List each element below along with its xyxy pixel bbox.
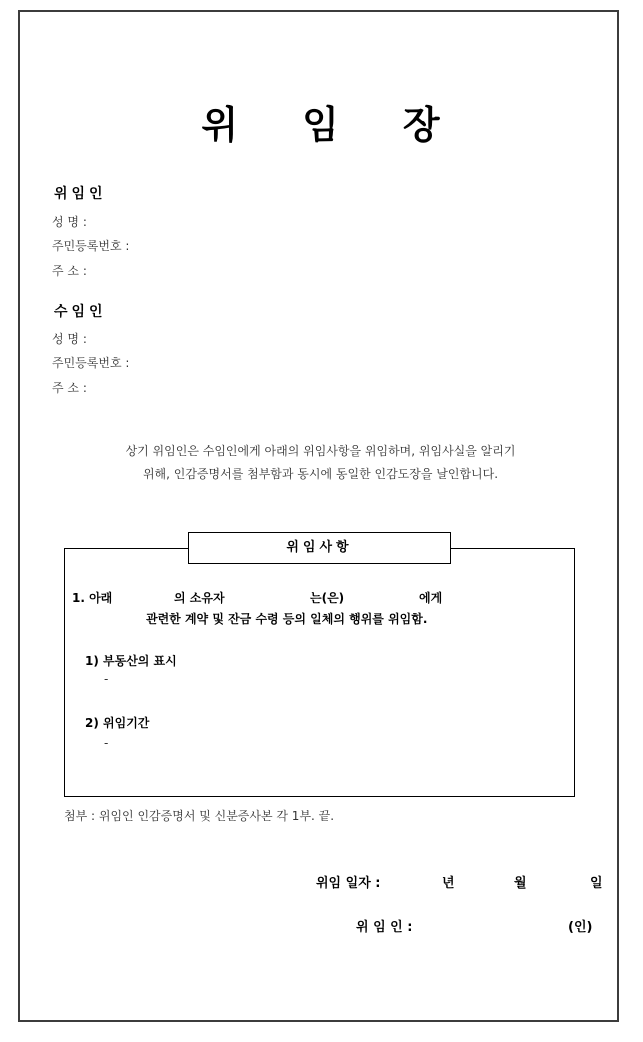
item1-owner: 의 소유자 (174, 591, 225, 605)
title-char-2: 임 (302, 103, 339, 147)
statement-line-2: 위해, 인감증명서를 첨부함과 동시에 동일한 인감도장을 날인합니다. (142, 467, 499, 481)
attachment-note: 첨부 : 위임인 인감증명서 및 신분증사본 각 1부. 끝. (64, 809, 335, 823)
delegatee-id-label: 주민등록번호 : (52, 356, 130, 370)
document-title (20, 94, 621, 149)
item1-description: 관련한 계약 및 잔금 수령 등의 일체의 행위를 위임함. (146, 612, 428, 626)
statement-line-1: 상기 위임인은 수임인에게 아래의 위임사항을 위임하며, 위임사실을 알리기 (125, 444, 516, 458)
title-char-3: 장 (402, 103, 440, 147)
matters-box (64, 548, 575, 797)
date-label: 위임 일자 : (316, 876, 381, 891)
date-year: 년 (442, 876, 455, 891)
document-page (18, 10, 619, 1022)
sub2-dash: - (104, 736, 109, 750)
delegatee-address-label: 주 소 : (52, 381, 87, 395)
signature-delegator-label: 위 임 인 : (356, 920, 413, 935)
title-char-1: 위 (201, 103, 239, 147)
sub1-label: 1) 부동산의 표시 (85, 654, 177, 668)
delegator-address-label: 주 소 : (52, 264, 87, 278)
delegator-heading: 위임인 (54, 186, 107, 202)
delegatee-name-label: 성 명 : (52, 332, 87, 346)
item1-subject: 는(은) (310, 591, 345, 605)
item1-number: 1. 아래 (72, 591, 113, 605)
seal-mark: (인) (568, 920, 593, 935)
matters-heading: 위임사항 (188, 532, 451, 564)
delegator-name-label: 성 명 : (52, 215, 87, 229)
delegator-id-label: 주민등록번호 : (52, 239, 130, 253)
delegatee-heading: 수임인 (54, 304, 107, 320)
date-day: 일 (590, 876, 603, 891)
sub1-dash: - (104, 672, 109, 686)
sub2-label: 2) 위임기간 (85, 716, 150, 730)
date-month: 월 (514, 876, 527, 891)
item1-to: 에게 (419, 591, 443, 605)
